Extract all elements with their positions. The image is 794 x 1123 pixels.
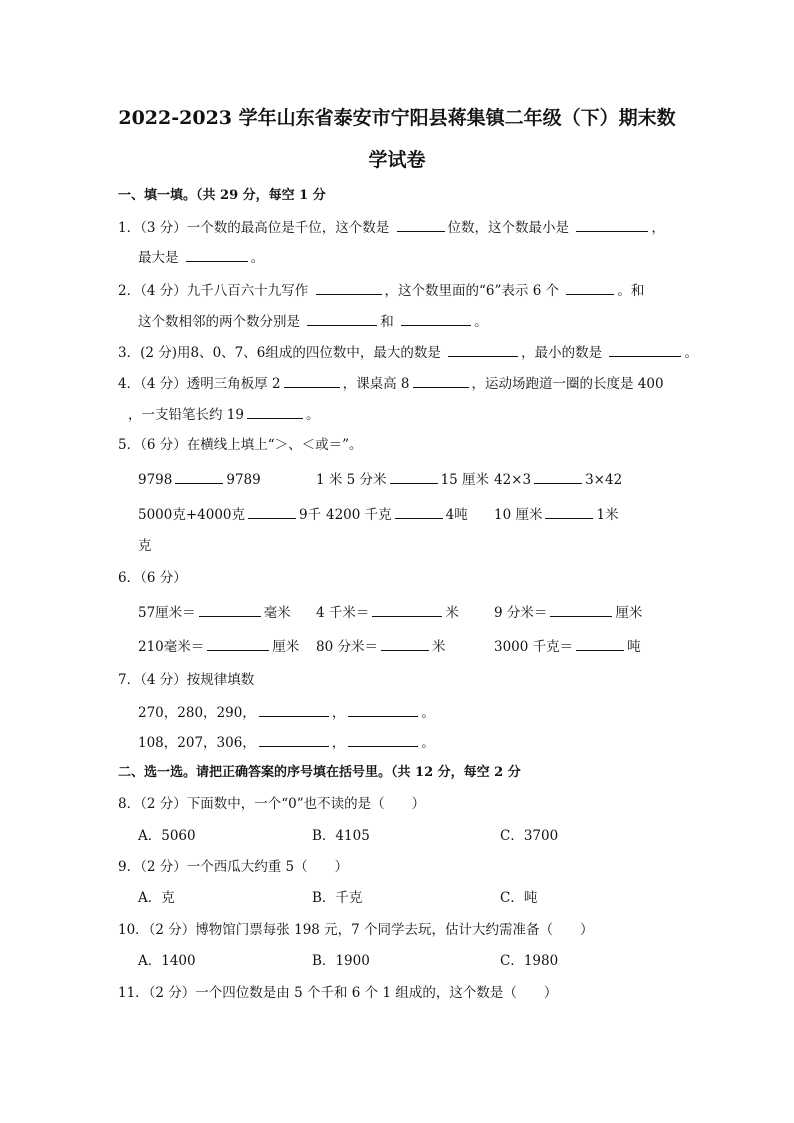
q6-e-left: 80 分米＝ bbox=[316, 639, 378, 655]
q6-b-left: 4 千米＝ bbox=[316, 605, 370, 621]
q7-sequence-2 bbox=[138, 732, 435, 753]
question-10-stem: 10．（2 分）博物馆门票每张 198 元，7 个同学去玩，估计大约需准备（ ） bbox=[118, 922, 594, 938]
q7-seq2-sep: ， bbox=[331, 735, 346, 751]
q7-seq2-end: 。 bbox=[421, 735, 435, 751]
q3-blank-1[interactable] bbox=[448, 342, 518, 357]
q7-seq2-text: 108，207，306， bbox=[138, 735, 256, 751]
q1-text-4: 最大是 bbox=[138, 250, 183, 266]
q7-seq1-text: 270，280，290， bbox=[138, 705, 256, 721]
q8-option-c[interactable]: C．3700 bbox=[500, 828, 559, 844]
q5-r1a-left: 9798 bbox=[138, 472, 173, 488]
q1-text-5: 。 bbox=[250, 250, 265, 266]
q9-option-c[interactable]: C．吨 bbox=[500, 890, 538, 906]
q5-r1c-left: 42×3 bbox=[494, 472, 532, 488]
q3-text-2: ，最小的数是 bbox=[521, 345, 607, 361]
q5-r2a-right: 9千 bbox=[299, 507, 322, 523]
q2-blank-4[interactable] bbox=[401, 311, 471, 326]
q5-r2c-right: 1米 bbox=[596, 507, 619, 523]
q5-blank-1[interactable] bbox=[175, 469, 223, 484]
q5-r2a-left: 5000克+4000克 bbox=[138, 507, 246, 523]
q5-blank-4[interactable] bbox=[248, 504, 296, 519]
q5-blank-6[interactable] bbox=[545, 504, 593, 519]
question-7-stem: 7．（4 分）按规律填数 bbox=[118, 672, 255, 688]
q10-option-b[interactable]: B．1900 bbox=[312, 953, 370, 969]
q5-blank-3[interactable] bbox=[534, 469, 582, 484]
q6-d-unit: 厘米 bbox=[272, 639, 300, 655]
q4-text-4: ，一支铅笔长约 19 bbox=[128, 407, 244, 423]
q6-blank-1[interactable] bbox=[199, 602, 261, 617]
q7-blank-2[interactable] bbox=[348, 702, 418, 717]
q5-r2c-left: 10 厘米 bbox=[494, 507, 543, 523]
question-1-line1 bbox=[118, 217, 665, 238]
q6-f-left: 3000 千克＝ bbox=[494, 639, 574, 655]
q6-a-left: 57厘米＝ bbox=[138, 605, 196, 621]
q6-convert-3 bbox=[494, 602, 642, 623]
q6-b-unit: 米 bbox=[445, 605, 459, 621]
q6-blank-4[interactable] bbox=[207, 636, 269, 651]
q5-compare-3 bbox=[494, 469, 622, 490]
question-9-stem: 9．（2 分）一个西瓜大约重 5（ ） bbox=[118, 859, 349, 875]
q5-wrap-text: 克 bbox=[138, 538, 152, 554]
q5-r1a-right: 9789 bbox=[226, 472, 261, 488]
q7-blank-3[interactable] bbox=[259, 732, 329, 747]
q10-option-c[interactable]: C．1980 bbox=[500, 953, 559, 969]
q2-blank-3[interactable] bbox=[307, 311, 377, 326]
q4-blank-1[interactable] bbox=[284, 373, 340, 388]
q6-convert-1 bbox=[138, 602, 291, 623]
q5-blank-5[interactable] bbox=[395, 504, 443, 519]
exam-title-line1: 2022-2023 学年山东省泰安市宁阳县蒋集镇二年级（下）期末数 bbox=[118, 107, 676, 129]
question-11-stem: 11．（2 分）一个四位数是由 5 个千和 6 个 1 组成的，这个数是（ ） bbox=[118, 985, 558, 1001]
question-2-line2 bbox=[138, 311, 488, 332]
q2-text-2: ，这个数里面的“6”表示 6 个 bbox=[384, 283, 564, 299]
q5-compare-6 bbox=[494, 504, 619, 525]
exam-title-line2: 学试卷 bbox=[368, 149, 426, 171]
question-8-stem: 8．（2 分）下面数中，一个“0”也不读的是（ ） bbox=[118, 796, 426, 812]
q7-seq1-end: 。 bbox=[421, 705, 435, 721]
q3-blank-2[interactable] bbox=[609, 342, 681, 357]
q7-blank-4[interactable] bbox=[348, 732, 418, 747]
q9-option-b[interactable]: B．千克 bbox=[312, 890, 363, 906]
q5-compare-4 bbox=[138, 504, 321, 525]
question-4-line2 bbox=[128, 404, 319, 425]
q5-r2b-left: 4200 千克 bbox=[326, 507, 392, 523]
q8-option-b[interactable]: B．4105 bbox=[312, 828, 370, 844]
q6-blank-2[interactable] bbox=[372, 602, 442, 617]
q4-text-3: ，运动场跑道一圈的长度是 400 bbox=[471, 376, 664, 392]
q2-text-1: 2．（4 分）九千八百六十九写作 bbox=[118, 283, 313, 299]
q1-blank-3[interactable] bbox=[186, 247, 248, 262]
q4-text-5: 。 bbox=[305, 407, 320, 423]
q7-blank-1[interactable] bbox=[259, 702, 329, 717]
q5-r1c-right: 3×42 bbox=[585, 472, 623, 488]
question-6-stem: 6．（6 分） bbox=[118, 570, 187, 586]
question-1-line2 bbox=[138, 247, 264, 268]
q5-r2b-right: 4吨 bbox=[445, 507, 468, 523]
q4-text-2: ，课桌高 8 bbox=[342, 376, 410, 392]
q4-blank-3[interactable] bbox=[247, 404, 303, 419]
q10-option-a[interactable]: A．1400 bbox=[138, 953, 196, 969]
q1-text-2: 位数，这个数最小是 bbox=[447, 220, 574, 236]
q2-blank-1[interactable] bbox=[316, 280, 382, 295]
q6-convert-6 bbox=[494, 636, 641, 657]
q6-d-left: 210毫米＝ bbox=[138, 639, 205, 655]
question-5-stem: 5．（6 分）在横线上填上“＞、＜或＝”。 bbox=[118, 437, 363, 453]
q6-a-unit: 毫米 bbox=[263, 605, 291, 621]
q1-text-1: 1．（3 分）一个数的最高位是千位，这个数是 bbox=[118, 220, 394, 236]
q7-seq1-sep: ， bbox=[331, 705, 346, 721]
q6-e-unit: 米 bbox=[431, 639, 446, 655]
q3-text-3: 。 bbox=[684, 345, 698, 361]
q1-blank-2[interactable] bbox=[576, 217, 648, 232]
q6-c-left: 9 分米＝ bbox=[494, 605, 548, 621]
q5-compare-2 bbox=[316, 469, 489, 490]
q6-blank-6[interactable] bbox=[576, 636, 624, 651]
q5-compare-1 bbox=[138, 469, 261, 490]
q3-text-1: 3．(2 分)用8、0、7、6组成的四位数中，最大的数是 bbox=[118, 345, 446, 361]
q4-blank-2[interactable] bbox=[413, 373, 469, 388]
q6-convert-4 bbox=[138, 636, 299, 657]
q5-r1b-left: 1 米 5 分米 bbox=[316, 472, 387, 488]
section-2-heading: 二、选一选。请把正确答案的序号填在括号里。（共 12 分，每空 2 分 bbox=[118, 765, 521, 780]
q2-text-4: 这个数相邻的两个数分别是 bbox=[138, 314, 305, 330]
q9-option-a[interactable]: A．克 bbox=[138, 890, 175, 906]
q4-text-1: 4．（4 分）透明三角板厚 2 bbox=[118, 376, 281, 392]
q5-compare-5 bbox=[326, 504, 468, 525]
q5-blank-2[interactable] bbox=[390, 469, 438, 484]
q6-blank-3[interactable] bbox=[550, 602, 612, 617]
q6-blank-5[interactable] bbox=[381, 636, 429, 651]
q6-c-unit: 厘米 bbox=[615, 605, 643, 621]
q8-option-a[interactable]: A．5060 bbox=[138, 828, 196, 844]
q5-r1b-right: 15 厘米 bbox=[440, 472, 490, 488]
q2-blank-2[interactable] bbox=[566, 280, 614, 295]
q1-blank-1[interactable] bbox=[397, 217, 445, 232]
question-3 bbox=[118, 342, 698, 363]
question-2-line1 bbox=[118, 280, 644, 301]
q1-text-3: ， bbox=[651, 220, 665, 236]
q6-f-unit: 吨 bbox=[627, 639, 641, 655]
q7-sequence-1 bbox=[138, 702, 435, 723]
section-1-heading: 一、填一填。（共 29 分，每空 1 分 bbox=[118, 188, 326, 203]
q2-text-3: 。和 bbox=[617, 283, 645, 299]
question-4-line1 bbox=[118, 373, 664, 394]
q2-text-6: 。 bbox=[474, 314, 488, 330]
q6-convert-5 bbox=[316, 636, 445, 657]
q2-text-5: 和 bbox=[380, 314, 399, 330]
q6-convert-2 bbox=[316, 602, 459, 623]
